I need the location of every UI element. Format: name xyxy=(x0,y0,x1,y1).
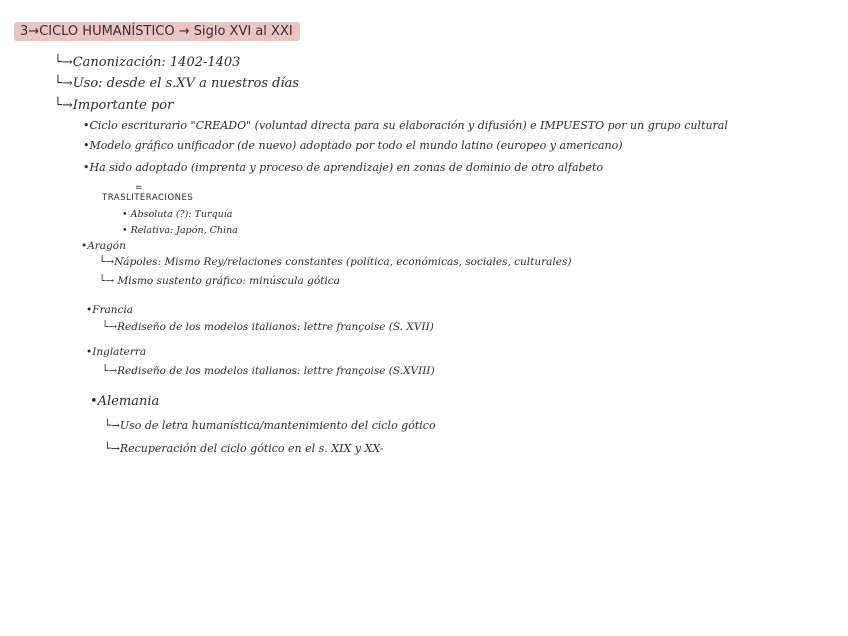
heading-aragon: •Aragón xyxy=(81,240,126,252)
alemania-uso: └→Uso de letra humanística/mantenimiento del ciclo gótico xyxy=(104,419,436,432)
heading-alemania: •Alemania xyxy=(90,394,160,409)
inglaterra-rediseno: └→Rediseño de los modelos italianos: lettre françoise (S.XVIII) xyxy=(102,365,435,377)
trasliteraciones-heading: TRASLITERACIONES xyxy=(102,193,194,203)
bullet-ciclo-creado: •Ciclo escriturario "CREADO" (voluntad directa para su elaboración y difusión) e IMPUESTO por un grupo cultural xyxy=(83,119,728,132)
aragon-napoles: └→Nápoles: Mismo Rey/relaciones constantes (política, económicas, sociales, culturales) xyxy=(99,256,572,268)
trasliteracion-absoluta: • Absoluta (?): Turquía xyxy=(122,209,233,220)
line-uso: └→Uso: desde el s.XV a nuestros días xyxy=(54,76,300,91)
trasliteracion-relativa: • Relativa: Japón, China xyxy=(122,225,238,236)
heading-francia: •Francia xyxy=(86,304,134,316)
bullet-adoptado: •Ha sido adoptado (imprenta y proceso de aprendizaje) en zonas de dominio de otro alfabeto xyxy=(83,161,604,174)
bullet-modelo-grafico: •Modelo gráfico unificador (de nuevo) adoptado por todo el mundo latino (europeo y americano) xyxy=(83,139,623,152)
line-importante: └→Importante por xyxy=(54,98,174,113)
alemania-recuperacion: └→Recuperación del ciclo gótico en el s. XIX y XX- xyxy=(104,442,384,455)
section-title: 3→CICLO HUMANÍSTICO → Siglo XVI al XXI xyxy=(14,22,300,41)
heading-inglaterra: •Inglaterra xyxy=(86,346,147,358)
aragon-sustento: └→ Mismo sustento gráfico: minúscula gótica xyxy=(99,275,340,287)
francia-rediseno: └→Rediseño de los modelos italianos: lettre françoise (S. XVII) xyxy=(102,321,434,333)
equals-mark: = xyxy=(135,183,143,193)
line-canonizacion: └→Canonización: 1402-1403 xyxy=(54,55,241,70)
